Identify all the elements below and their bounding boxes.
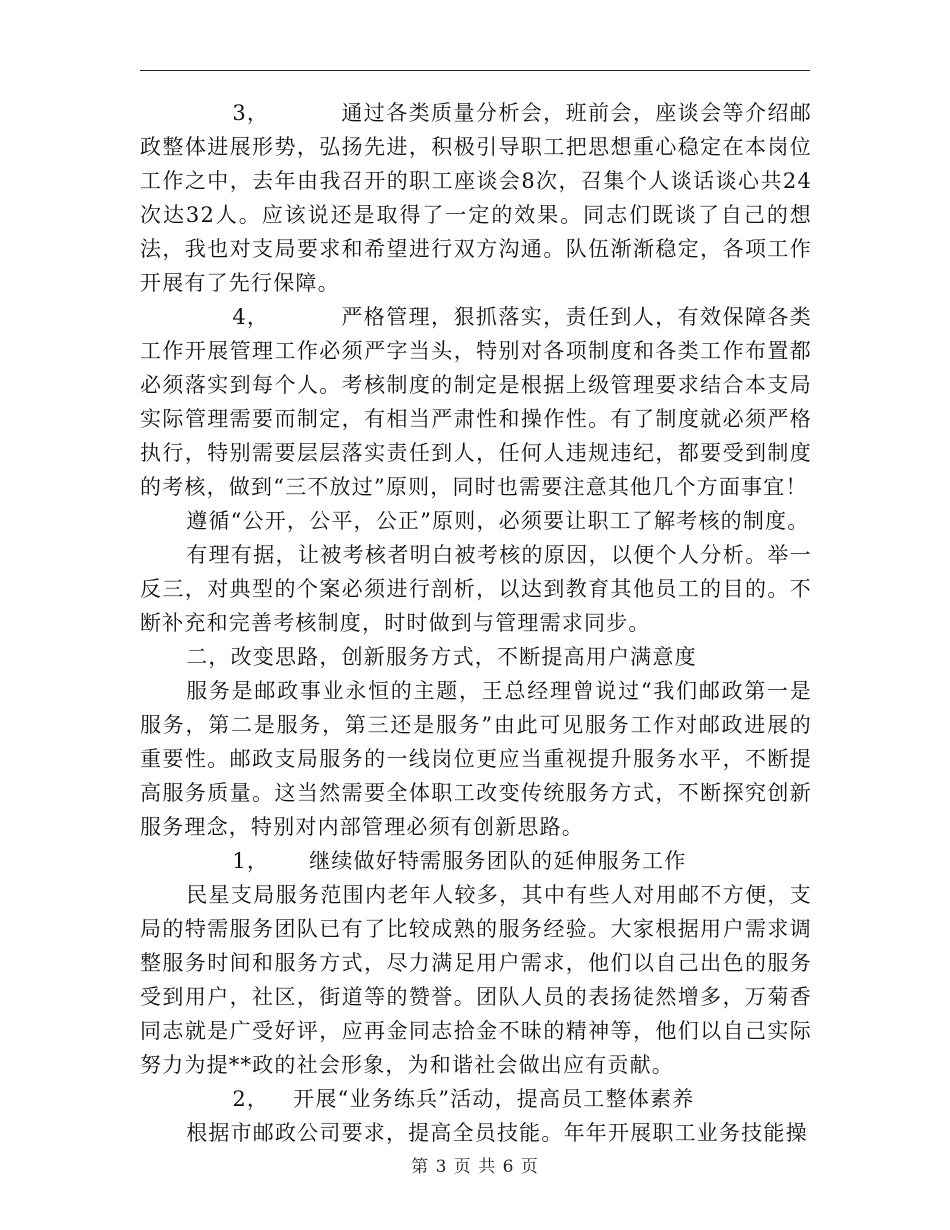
paragraph-text: 严格管理，狠抓落实，责任到人，有效保障各类工作开展管理工作必须严字当头，特别对各项制度和各类工作布置都必须落实到每个人。考核制度的制定是根据上级管理要求结合本支局实际管理需要而制定，有相当严肃性和操作性。有了制度就必须严格执行，特别需要层层落实责任到人，任何人违规违纪，都要受到制度的考核，做到“三不放过”原则，同时也需要注意其他几个方面事宜！ — [140, 305, 812, 499]
paragraph-text: 民星支局服务范围内老年人较多，其中有些人对用邮不方便，支局的特需服务团队已有了比较成熟的服务经验。大家根据用户需求调整服务时间和服务方式，尽力满足用户需求，他们以自己出色的服务受到用户，社区，街道等的赞誉。团队人员的表扬徒然增多，万菊香同志就是广受好评，应再金同志拾金不昧的精神等，他们以自己实际努力为提**政的社会形象，为和谐社会做出应有贡献。 — [140, 883, 812, 1077]
paragraph-text: 继续做好特需服务团队的延伸服务工作 — [309, 849, 687, 873]
paragraph — [140, 674, 812, 844]
item-number: 1， — [232, 849, 270, 873]
item-number: 4， — [232, 305, 270, 329]
paragraph — [140, 878, 812, 1082]
paragraph-text: 二，改变思路，创新服务方式，不断提高用户满意度 — [186, 645, 697, 669]
paragraph-text: 开展“业务练兵”活动，提高员工整体素养 — [293, 1087, 695, 1111]
page-footer: 第 3 页 共 6 页 — [411, 1157, 539, 1177]
paragraph-text: 有理有据，让被考核者明白被考核的原因，以便个人分析。举一反三，对典型的个案必须进行剖析，以达到教育其他员工的目的。不断补充和完善考核制度，时时做到与管理需求同步。 — [140, 543, 812, 635]
paragraph-text: 遵循“公开，公平，公正”原则，必须要让职工了解考核的制度。 — [186, 509, 810, 533]
paragraph — [140, 504, 812, 538]
paragraph-text: 服务是邮政事业永恒的主题，王总经理曾说过“我们邮政第一是服务，第二是服务，第三还是服务”由此可见服务工作对邮政进展的重要性。邮政支局服务的一线岗位更应当重视提升服务水平，不断提高服务质量。这当然需要全体职工改变传统服务方式，不断探究创新服务理念，特别对内部管理必须有创新思路。 — [140, 679, 812, 839]
paragraph — [140, 96, 812, 300]
paragraph-text: 通过各类质量分析会，班前会，座谈会等介绍邮政整体进展形势，弘扬先进，积极引导职工把思想重心稳定在本岗位工作之中，去年由我召开的职工座谈会8次，召集个人谈话谈心共24次达32人。应该说还是取得了一定的效果。同志们既谈了自己的想法，我也对支局要求和希望进行双方沟通。队伍渐渐稳定，各项工作开展有了先行保障。 — [140, 101, 812, 295]
item-number: 2， — [232, 1087, 270, 1111]
header-rule — [140, 70, 810, 71]
document-body — [140, 96, 812, 1150]
paragraph-text: 根据市邮政公司要求，提高全员技能。年年开展职工业务技能操 — [186, 1121, 808, 1145]
subheading — [140, 1082, 812, 1116]
section-heading — [140, 640, 812, 674]
paragraph — [140, 538, 812, 640]
paragraph — [140, 1116, 812, 1150]
item-number: 3， — [232, 101, 270, 125]
subheading — [140, 844, 812, 878]
paragraph — [140, 300, 812, 504]
